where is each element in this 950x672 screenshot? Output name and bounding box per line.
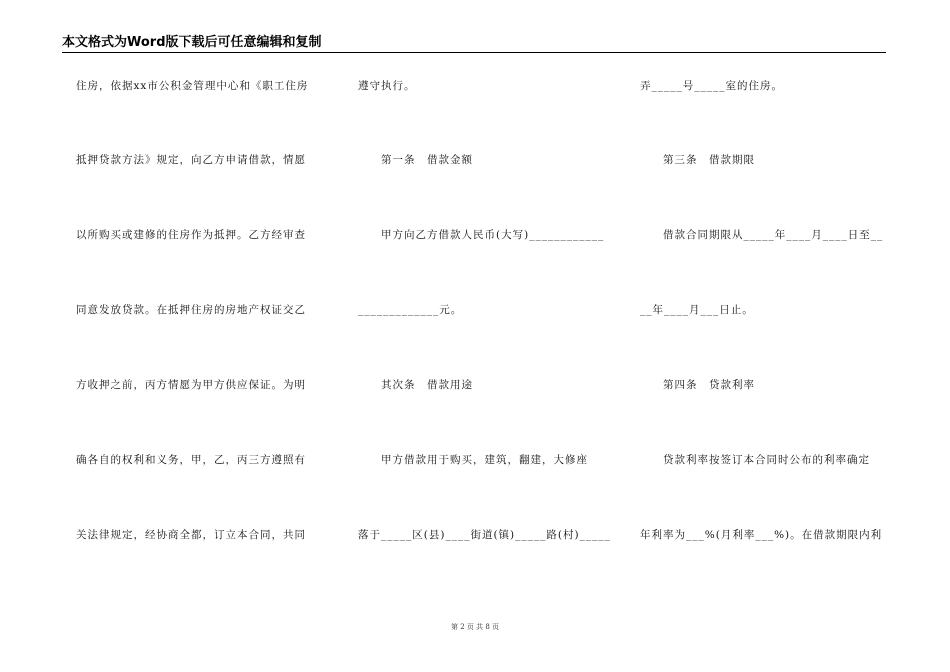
header-divider <box>62 52 886 53</box>
text-line: 确各自的权利和义务，甲，乙，丙三方遵照有 <box>76 454 306 466</box>
page-number: 第 2 页 共 8 页 <box>450 623 500 631</box>
text-line: 同意发放贷款。在抵押住房的房地产权证交乙 <box>76 304 306 316</box>
text-line: 遵守执行。 <box>358 80 416 92</box>
text-line: 方收押之前，丙方情愿为甲方供应保证。为明 <box>76 379 306 391</box>
document-header: 本文格式为Word版下载后可任意编辑和复制 <box>62 35 322 50</box>
text-line: 住房，依据xx市公积金管理中心和《职工住房 <box>76 80 309 92</box>
text-line: 甲方向乙方借款人民币(大写)____________ <box>358 229 605 241</box>
text-line: 落于_____区(县)____街道(镇)_____路(村)_____ <box>358 529 611 541</box>
text-line: 弄_____号_____室的住房。 <box>640 80 783 92</box>
section-heading: 其次条 借款用途 <box>358 379 473 391</box>
text-line: _____________元。 <box>358 304 463 316</box>
section-heading: 第四条 贷款利率 <box>640 379 755 391</box>
text-line: 年利率为___%(月利率___%)。在借款期限内利 <box>640 529 883 541</box>
text-line: 以所购买或建修的住房作为抵押。乙方经审查 <box>76 229 306 241</box>
text-line: 甲方借款用于购买，建筑，翻建，大修座 <box>358 454 588 466</box>
text-line: 抵押贷款方法》规定，向乙方申请借款，情愿 <box>76 154 306 166</box>
text-line: 贷款利率按签订本合同时公布的利率确定 <box>640 454 870 466</box>
section-heading: 第三条 借款期限 <box>640 154 755 166</box>
text-line: __年____月___日止。 <box>640 304 754 316</box>
section-heading: 第一条 借款金额 <box>358 154 473 166</box>
text-line: 关法律规定，经协商全都，订立本合同，共同 <box>76 529 306 541</box>
text-line: 借款合同期限从_____年____月____日至__ <box>640 229 884 241</box>
